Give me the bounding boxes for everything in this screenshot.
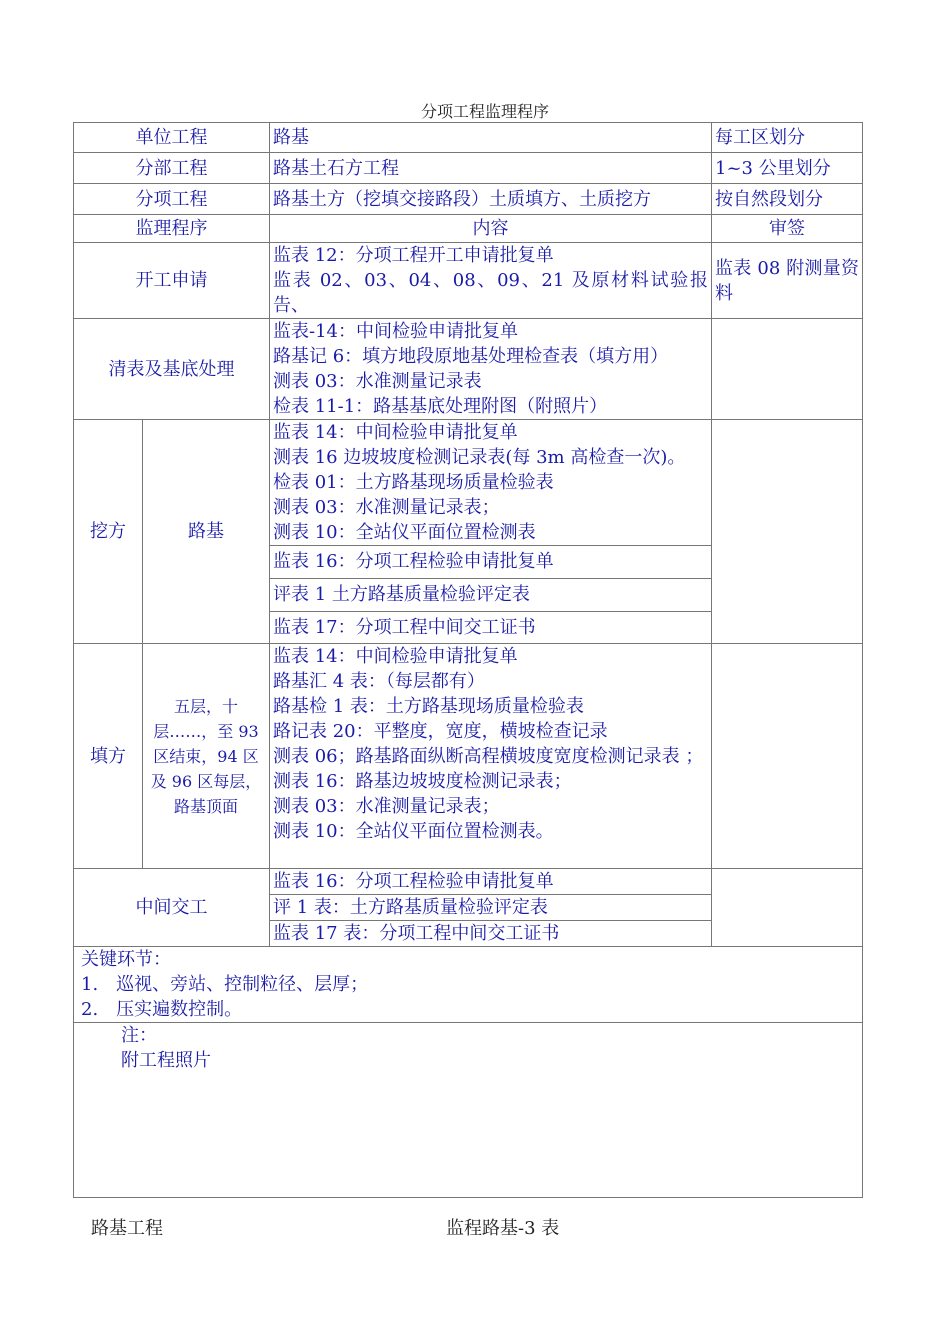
- fill-line: 测表 03：水准测量记录表；: [273, 796, 500, 817]
- handover-sign: [712, 869, 863, 947]
- unit-note: 每工区划分: [712, 123, 863, 153]
- handover-label: 中间交工: [74, 869, 270, 947]
- start-sign: 监表 08 附测量资料: [712, 243, 863, 319]
- fill-label: 填方: [74, 644, 143, 869]
- cut-sign: [712, 420, 863, 644]
- fill-line: 路基汇 4 表：（每层都有）: [273, 671, 485, 692]
- fill-line: 测表 06；路基路面纵断高程横坡度宽度检测记录表 ；: [273, 746, 704, 767]
- item-content: 路基土方（挖填交接路段）土质填方、土质挖方: [270, 184, 712, 215]
- cut-extra-line: 监表 16：分项工程检验申请批复单: [270, 545, 711, 578]
- fill-line: 监表 14：中间检验申请批复单: [273, 646, 518, 667]
- cut-extra-line: 评表 1 土方路基质量检验评定表: [270, 578, 711, 611]
- key-item: 1. 巡视、旁站、控制粒径、层厚；: [81, 974, 369, 995]
- notes: [74, 1023, 863, 1198]
- supervision-procedure-table: [73, 122, 863, 1198]
- cut-line: 测表 03：水准测量记录表；: [273, 497, 500, 518]
- cut-line: 测表 10：全站仪平面位置检测表: [273, 522, 536, 543]
- fill-line: 路记表 20：平整度，宽度，横坡检查记录: [273, 721, 608, 742]
- clearing-line: 检表 11-1：路基基底处理附图（附照片）: [273, 396, 608, 417]
- cut-line: 检表 01：土方路基现场质量检验表: [273, 472, 554, 493]
- cut-content: [270, 420, 712, 644]
- header-sign: 审签: [712, 215, 863, 243]
- fill-sublabel: 五层，十层……，至 93 区结束，94 区及 96 区每层，路基顶面: [143, 644, 270, 869]
- part-label: 分部工程: [74, 153, 270, 184]
- key-points: [74, 947, 863, 1023]
- item-note: 按自然段划分: [712, 184, 863, 215]
- clearing-line: 测表 03：水准测量记录表: [273, 371, 482, 392]
- clearing-label: 清表及基底处理: [74, 319, 270, 420]
- note-text: 附工程照片: [121, 1050, 211, 1071]
- header-content: 内容: [270, 215, 712, 243]
- cut-label: 挖方: [74, 420, 143, 644]
- cut-sublabel: 路基: [143, 420, 270, 644]
- unit-content: 路基: [270, 123, 712, 153]
- fill-line: 路基检 1 表：土方路基现场质量检验表: [273, 696, 584, 717]
- footer-left: 路基工程: [91, 1218, 163, 1239]
- fill-content: [270, 644, 712, 869]
- cut-line: 测表 16 边坡坡度检测记录表(每 3m 高检查一次)。: [273, 447, 686, 468]
- part-content: 路基土石方工程: [270, 153, 712, 184]
- clearing-sign: [712, 319, 863, 420]
- clearing-line: 监表-14：中间检验申请批复单: [273, 321, 518, 342]
- clearing-content: [270, 319, 712, 420]
- handover-line: 监表 17 表：分项工程中间交工证书: [270, 920, 711, 946]
- fill-line: 测表 10：全站仪平面位置检测表。: [273, 821, 554, 842]
- key-item: 2. 压实遍数控制。: [81, 999, 243, 1020]
- cut-extra-line: 监表 17：分项工程中间交工证书: [270, 611, 711, 643]
- note-heading: 注：: [121, 1025, 157, 1046]
- header-procedure: 监理程序: [74, 215, 270, 243]
- item-label: 分项工程: [74, 184, 270, 215]
- document-title: 分项工程监理程序: [420, 102, 549, 121]
- fill-line: 测表 16：路基边坡坡度检测记录表；: [273, 771, 572, 792]
- handover-line: 评 1 表：土方路基质量检验评定表: [270, 894, 711, 920]
- unit-label: 单位工程: [74, 123, 270, 153]
- part-note: 1~3 公里划分: [712, 153, 863, 184]
- clearing-line: 路基记 6：填方地段原地基处理检查表（填方用）: [273, 346, 669, 367]
- handover-content: [270, 869, 712, 947]
- start-line: 监表 12：分项工程开工申请批复单: [273, 245, 554, 266]
- fill-sign: [712, 644, 863, 869]
- start-content: [270, 243, 712, 319]
- handover-line: 监表 16：分项工程检验申请批复单: [273, 871, 554, 892]
- start-label: 开工申请: [74, 243, 270, 319]
- start-line: 监表 02、03、04、08、09、21 及原材料试验报告、: [273, 270, 708, 316]
- footer-right: 监程路基-3 表: [446, 1218, 560, 1239]
- key-heading: 关键环节：: [81, 949, 171, 970]
- cut-line: 监表 14：中间检验申请批复单: [273, 422, 518, 443]
